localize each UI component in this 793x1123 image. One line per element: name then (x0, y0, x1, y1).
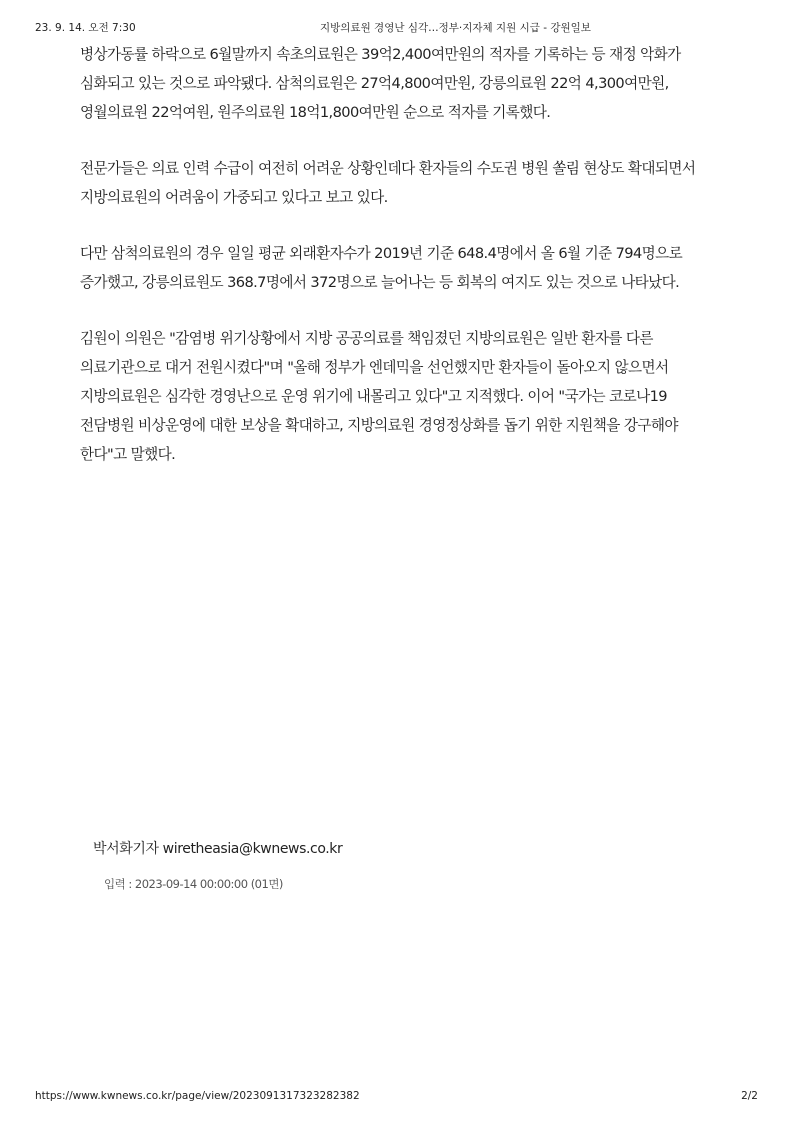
print-header (0, 20, 793, 36)
print-page-title: 지방의료원 경영난 심각…정부·지자체 지원 시급 - 강원일보 (320, 22, 591, 34)
print-date: 23. 9. 14. 오전 7:30 (35, 22, 136, 34)
article-paragraph: 다만 삼척의료원의 경우 일일 평균 외래환자수가 2019년 기준 648.4명에서 올 6월 기준 794명으로 증가했고, 강릉의료원도 368.7명에서 372명으로 늘어나는 등 회복의 여지도 있는 것으로 나타났다. (80, 245, 683, 291)
reporter-byline: 박서화기자 wiretheasia@kwnews.co.kr (93, 841, 343, 857)
article-paragraph: 전문가들은 의료 인력 수급이 여전히 어려운 상황인데다 환자들의 수도권 병원 쏠림 현상도 확대되면서 지방의료원의 어려움이 가중되고 있다고 보고 있다. (80, 160, 696, 206)
article-body (80, 40, 720, 496)
print-url: https://www.kwnews.co.kr/page/view/2023091317323282382 (35, 1090, 360, 1102)
input-date: 입력 : 2023-09-14 00:00:00 (01면) (104, 877, 283, 891)
article-paragraph: 병상가동률 하락으로 6월말까지 속초의료원은 39억2,400여만원의 적자를 기록하는 등 재정 악화가 심화되고 있는 것으로 파악됐다. 삼척의료원은 27억4,800여만원, 강릉의료원 22억 4,300여만원, 영월의료원 22억여원, 원주의료원 18억1,800여만원 순으로 적자를 기록했다. (80, 46, 681, 121)
page-number: 2/2 (741, 1090, 758, 1102)
print-footer (0, 1090, 793, 1106)
article-paragraph: 김원이 의원은 "감염병 위기상황에서 지방 공공의료를 책임졌던 지방의료원은 일반 환자를 다른 의료기관으로 대거 전원시켰다"며 "올해 정부가 엔데믹을 선언했지만 환자들이 돌아오지 않으면서 지방의료원은 심각한 경영난으로 운영 위기에 내몰리고 있다"고 지적했다. 이어 "국가는 코로나19 전담병원 비상운영에 대한 보상을 확대하고, 지방의료원 경영정상화를 돕기 위한 지원책을 강구해야 한다"고 말했다. (80, 330, 678, 463)
